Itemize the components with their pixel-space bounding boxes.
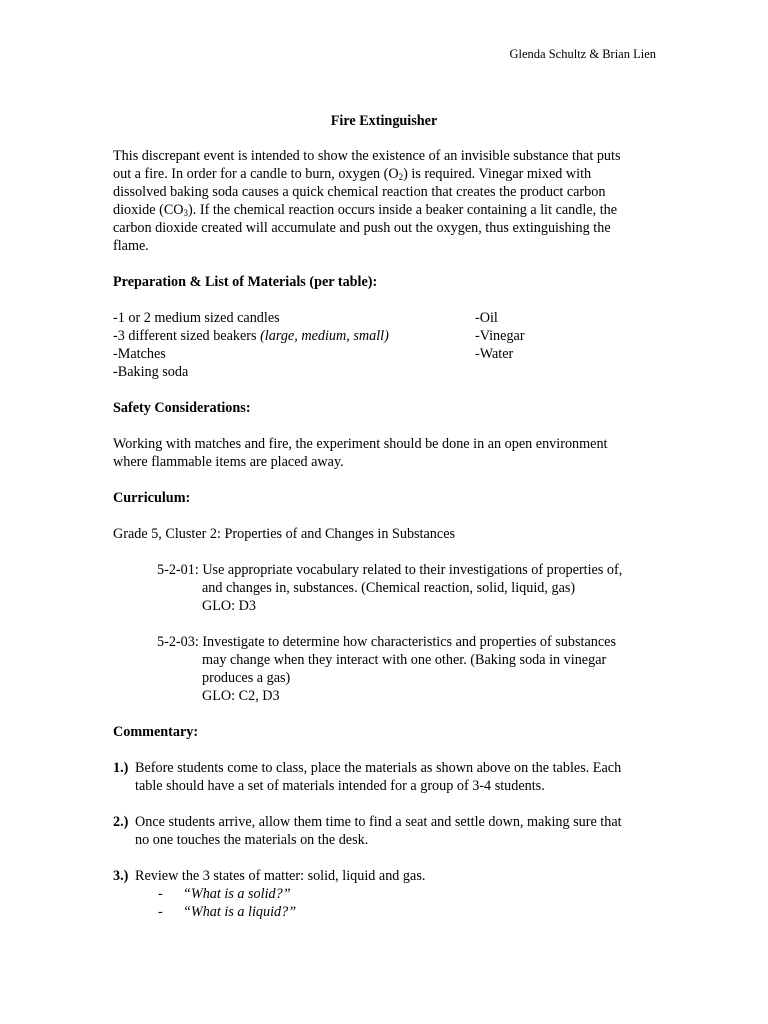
- material-text: -3 different sized beakers: [113, 328, 261, 344]
- outcome-5-2-03: [113, 633, 658, 705]
- question-text: “What is a liquid?”: [183, 904, 297, 920]
- material-item: -Matches: [113, 346, 166, 362]
- document-body: [113, 147, 658, 921]
- document-title: Fire Extinguisher: [330, 113, 438, 129]
- commentary-item-2: [113, 813, 658, 849]
- item-text: [135, 813, 622, 849]
- commentary-item-1: [113, 759, 658, 795]
- safety-line: Working with matches and fire, the experiment should be done in an open environment: [113, 436, 608, 452]
- dash-bullet: -: [158, 886, 163, 902]
- materials-list: [113, 309, 658, 381]
- subscript: 2: [398, 172, 404, 182]
- material-item: -Vinegar: [475, 328, 525, 344]
- item-line: Once students arrive, allow them time to find a seat and settle down, making sure that: [135, 814, 622, 830]
- material-item: -Water: [475, 346, 514, 362]
- item-line: Before students come to class, place the materials as shown above on the tables. Each: [135, 760, 622, 776]
- material-item: -Baking soda: [113, 364, 189, 380]
- item-line: table should have a set of materials intended for a group of 3-4 students.: [135, 778, 545, 794]
- material-item: -1 or 2 medium sized candles: [113, 310, 280, 326]
- question-text: “What is a solid?”: [183, 886, 291, 902]
- curriculum-heading: Curriculum:: [113, 490, 191, 506]
- intro-line: carbon dioxide created will accumulate and push out the oxygen, thus extinguishing the: [113, 220, 611, 236]
- intro-line: [113, 201, 658, 219]
- question-row: [113, 885, 658, 903]
- materials-right-column: [475, 309, 658, 381]
- intro-line: dissolved baking soda causes a quick chemical reaction that creates the product carbon: [113, 184, 606, 200]
- item-line: Review the 3 states of matter: solid, liquid and gas.: [135, 868, 426, 884]
- commentary-heading: Commentary:: [113, 724, 199, 740]
- outcome-line: 5-2-01: Use appropriate vocabulary related to their investigations of properties of,: [157, 562, 623, 578]
- question-row: [113, 903, 658, 921]
- safety-paragraph: [113, 435, 658, 471]
- materials-left-column: [113, 309, 475, 381]
- curriculum-grade: Grade 5, Cluster 2: Properties of and Changes in Substances: [113, 526, 456, 542]
- outcome-glo: GLO: D3: [202, 598, 256, 614]
- intro-text: ) is required. Vinegar mixed with: [403, 166, 592, 182]
- item-text: [135, 867, 425, 885]
- outcome-line: may change when they interact with one other. (Baking soda in vinegar: [202, 652, 607, 668]
- item-number: 1.): [113, 760, 129, 776]
- item-number: 2.): [113, 814, 129, 830]
- intro-line: This discrepant event is intended to show the existence of an invisible substance that puts: [113, 148, 621, 164]
- dash-bullet: -: [158, 904, 163, 920]
- outcome-line: produces a gas): [202, 670, 291, 686]
- material-item: -Oil: [475, 310, 498, 326]
- item-text: [135, 759, 621, 795]
- outcome-line: 5-2-03: Investigate to determine how characteristics and properties of substances: [157, 634, 616, 650]
- intro-text: ). If the chemical reaction occurs inside a beaker containing a lit candle, the: [188, 202, 618, 218]
- outcome-glo: GLO: C2, D3: [202, 688, 280, 704]
- material-note: (large, medium, small): [260, 328, 389, 344]
- intro-line: [113, 165, 658, 183]
- intro-line: flame.: [113, 238, 149, 254]
- safety-line: where flammable items are placed away.: [113, 454, 344, 470]
- intro-paragraph: [113, 147, 658, 255]
- safety-heading: Safety Considerations:: [113, 400, 251, 416]
- item-line: no one touches the materials on the desk.: [135, 832, 369, 848]
- outcome-line: and changes in, substances. (Chemical reaction, solid, liquid, gas): [202, 580, 576, 596]
- intro-text: dioxide (CO: [113, 202, 184, 218]
- authors-header: Glenda Schultz & Brian Lien: [509, 47, 656, 61]
- item-number: 3.): [113, 868, 129, 884]
- subscript: 3: [183, 208, 189, 218]
- material-item: [113, 327, 475, 345]
- commentary-item-3: [113, 867, 658, 885]
- materials-heading: Preparation & List of Materials (per table):: [113, 274, 378, 290]
- intro-text: out a fire. In order for a candle to burn, oxygen (O: [113, 166, 399, 182]
- outcome-5-2-01: [113, 561, 658, 615]
